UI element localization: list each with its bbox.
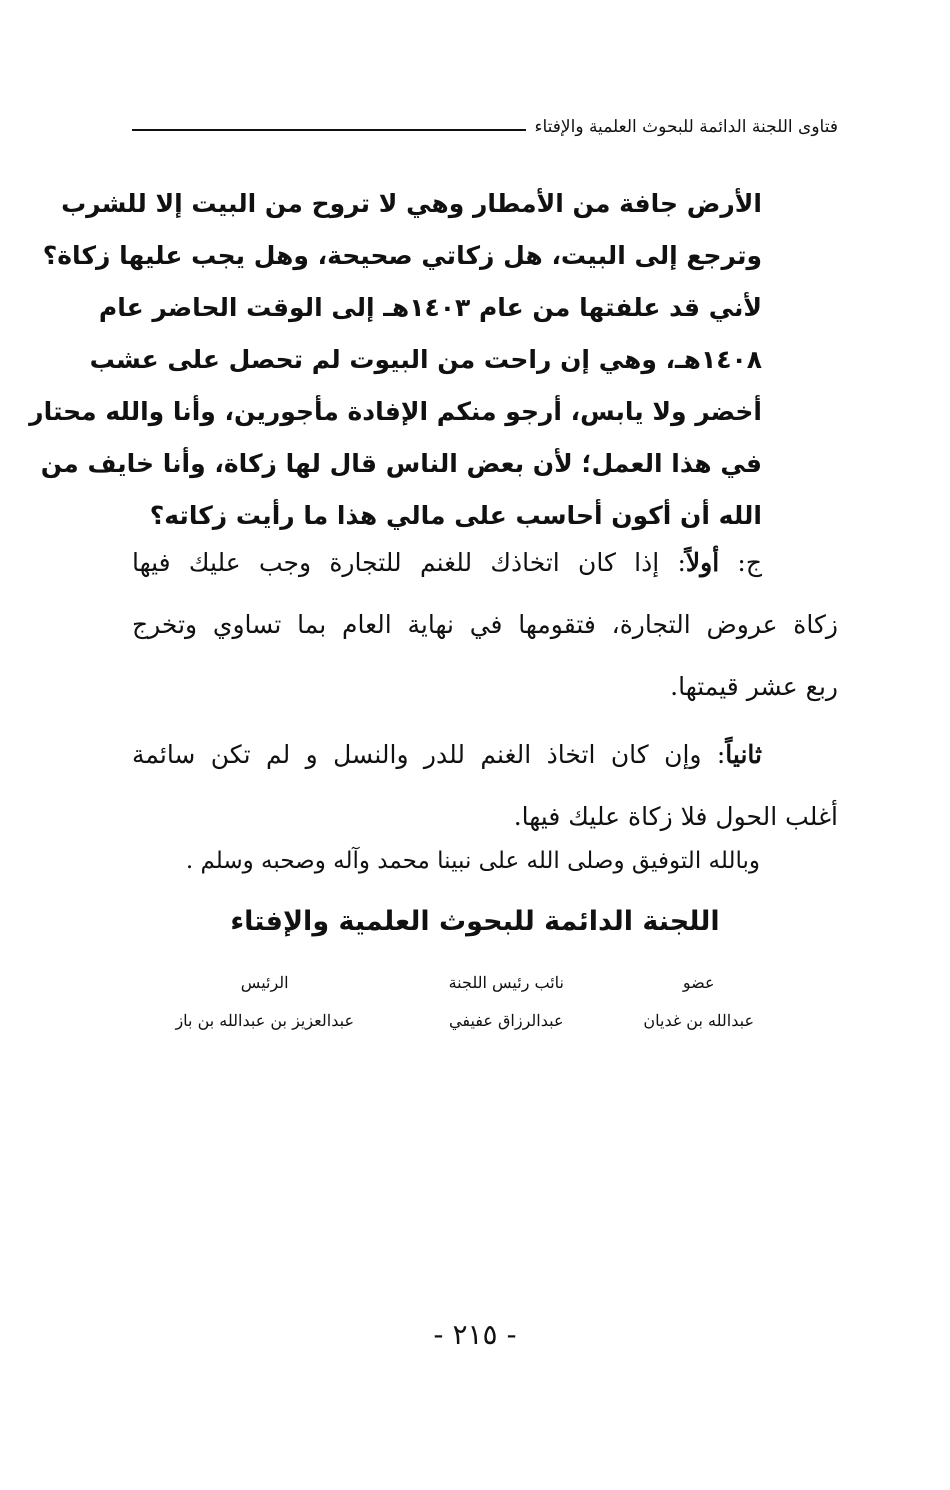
signatory-name: عبدالعزيز بن عبدالله بن باز bbox=[175, 1011, 354, 1030]
answer-line bbox=[132, 532, 762, 594]
answer-first-label: أولاً bbox=[685, 548, 720, 577]
header-rule bbox=[132, 129, 526, 131]
signatory-chairman bbox=[175, 968, 354, 1036]
answer-line: زكاة عروض التجارة، فتقومها في نهاية العام بما تساوي وتخرج bbox=[132, 610, 838, 639]
question-line: أخضر ولا يابس، أرجو منكم الإفادة مأجورين، وأنا والله محتار bbox=[29, 397, 762, 426]
question-line: الله أن أكون أحاسب على مالي هذا ما رأيت زكاته؟ bbox=[149, 501, 762, 530]
signatory-name: عبدالله بن غديان bbox=[643, 1011, 754, 1030]
question-line: لأني قد علفتها من عام ١٤٠٣هـ إلى الوقت الحاضر عام bbox=[98, 293, 762, 322]
question-line: وترجع إلى البيت، هل زكاتي صحيحة، وهل يجب عليها زكاة؟ bbox=[42, 241, 762, 270]
answer-second-rest: : وإن كان اتخاذ الغنم للدر والنسل و لم تكن سائمة bbox=[132, 740, 726, 769]
signatory-role: الرئيس bbox=[240, 973, 289, 992]
signatory-role: نائب رئيس اللجنة bbox=[448, 973, 564, 992]
answer-text bbox=[132, 532, 838, 848]
committee-title: اللجنة الدائمة للبحوث العلمية والإفتاء bbox=[230, 906, 720, 937]
page-number: - ٢١٥ - bbox=[433, 1318, 517, 1351]
header-title: فتاوى اللجنة الدائمة للبحوث العلمية والإفتاء bbox=[534, 117, 838, 137]
answer-second-label: ثانياً bbox=[725, 740, 762, 769]
question-text bbox=[29, 178, 762, 542]
signatory-name: عبدالرزاق عفيفي bbox=[449, 1011, 564, 1030]
signatory-member bbox=[643, 968, 754, 1036]
answer-first-rest: : إذا كان اتخاذك للغنم للتجارة وجب عليك فيها bbox=[132, 548, 686, 577]
answer-line bbox=[132, 724, 762, 786]
answer-line: أغلب الحول فلا زكاة عليك فيها. bbox=[513, 802, 838, 831]
signatory-role: عضو bbox=[682, 973, 715, 992]
question-line: الأرض جافة من الأمطار وهي لا تروح من البيت إلا للشرب bbox=[61, 189, 762, 218]
closing-formula: وبالله التوفيق وصلى الله على نبينا محمد وآله وصحبه وسلم . bbox=[185, 848, 760, 874]
question-line: في هذا العمل؛ لأن بعض الناس قال لها زكاة، وأنا خايف من bbox=[40, 449, 762, 478]
answer-line: ربع عشر قيمتها. bbox=[670, 672, 838, 701]
running-header bbox=[132, 110, 838, 144]
signatories bbox=[154, 968, 754, 1048]
signatory-deputy bbox=[449, 968, 564, 1036]
answer-prefix: ج: bbox=[719, 548, 762, 577]
question-line: ١٤٠٨هـ، وهي إن راحت من البيوت لم تحصل على عشب bbox=[89, 345, 762, 374]
